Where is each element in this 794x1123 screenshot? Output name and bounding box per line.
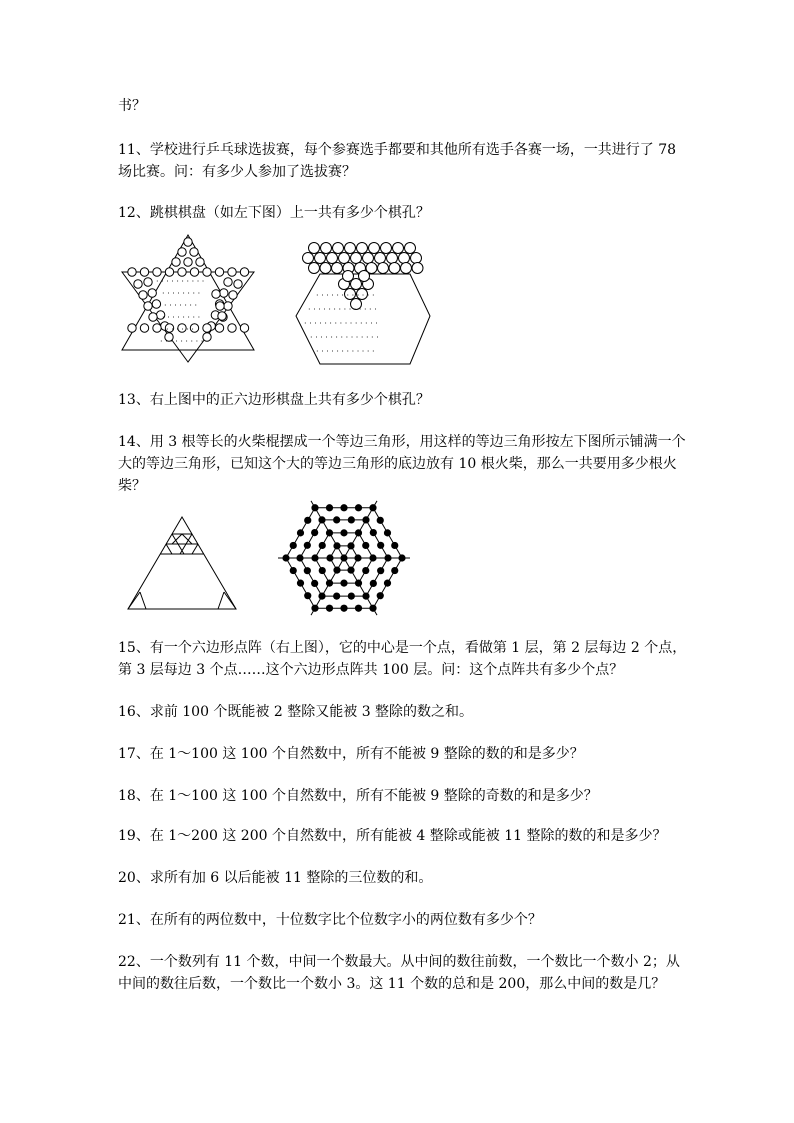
- lattice-dot: [326, 504, 333, 511]
- line-14: 19、在 1～200 这 200 个自然数中，所有能被 4 整除或能被 11 整除的数的和是多少？: [118, 828, 667, 844]
- hole: [149, 313, 157, 321]
- line-16: 21、在所有的两位数中，十位数字比个位数字小的两位数有多少个？: [118, 912, 542, 928]
- star-board-figure: [118, 232, 258, 367]
- hole: [229, 291, 237, 299]
- hole: [381, 243, 392, 254]
- lattice-dot: [377, 592, 384, 599]
- lattice-dot: [340, 529, 347, 536]
- svg-text:· · · · · · · · · · · ·: · · · · · · · · · · · ·: [316, 291, 375, 300]
- triangle-figure: [124, 512, 242, 612]
- lattice-dot: [304, 567, 311, 574]
- lattice-dot: [384, 529, 391, 536]
- svg-text:· · · · · · ·: · · · · · · ·: [164, 301, 198, 310]
- hole: [152, 300, 160, 308]
- lattice-dot: [326, 605, 333, 612]
- lattice-dot: [297, 580, 304, 587]
- lattice-dot: [311, 504, 318, 511]
- svg-text:· · · · · ·: · · · · · ·: [166, 325, 194, 334]
- hole: [351, 253, 362, 264]
- lattice-dot: [348, 593, 355, 600]
- lattice-dot: [391, 567, 398, 574]
- hole: [196, 258, 204, 266]
- lattice-dot: [384, 580, 391, 587]
- svg-text:· · · · · · · · · ·: · · · · · · · · · ·: [156, 277, 205, 286]
- hole: [327, 253, 338, 264]
- lattice-dot: [326, 554, 333, 561]
- hole: [218, 312, 226, 320]
- hole: [178, 268, 186, 276]
- hole: [234, 280, 242, 288]
- hole: [148, 289, 156, 297]
- hole: [153, 324, 161, 332]
- hole: [240, 324, 248, 332]
- hole: [393, 243, 404, 254]
- lattice-dot: [304, 517, 311, 524]
- line-11: 16、求前 100 个既能被 2 整除又能被 3 整除的数之和。: [118, 704, 474, 720]
- lattice-dot: [398, 554, 405, 561]
- lattice-dot: [311, 554, 318, 561]
- hole: [405, 243, 416, 254]
- lattice-dot: [319, 567, 326, 574]
- hole: [215, 324, 223, 332]
- hole: [190, 268, 198, 276]
- line-15: 20、求所有加 6 以后能被 11 整除的三位数的和。: [118, 870, 433, 886]
- lattice-dot: [333, 567, 340, 574]
- line-13: 18、在 1～100 这 100 个自然数中，所有不能被 9 整除的奇数的和是多少？: [118, 788, 598, 804]
- lattice-dot: [318, 516, 325, 523]
- hole: [215, 268, 223, 276]
- hole: [128, 324, 136, 332]
- hex-dots: [304, 291, 379, 356]
- line-2: 11、学校进行乒乓球选拔赛，每个参赛选手都要和其他所有选手各赛一场，一共进行了 78: [118, 142, 677, 158]
- lattice-dot: [304, 542, 311, 549]
- hole: [203, 324, 211, 332]
- lattice-dot: [370, 529, 377, 536]
- lattice-dot: [355, 580, 362, 587]
- hole: [332, 263, 343, 274]
- lattice-dot: [377, 542, 384, 549]
- lattice-dot: [311, 605, 318, 612]
- svg-text:· · · · · · · · · · · · · · ·: · · · · · · · · · · · · · · ·: [304, 319, 378, 328]
- hole: [128, 268, 136, 276]
- triangle-inner-lines: [128, 534, 236, 609]
- hole: [357, 243, 368, 254]
- hole: [315, 253, 326, 264]
- hex-lattice-figure: [276, 498, 412, 618]
- lattice-dot: [347, 542, 354, 549]
- lattice-dot: [296, 554, 303, 561]
- lattice-dot: [304, 592, 311, 599]
- lattice-dot: [348, 516, 355, 523]
- lattice-dot: [340, 605, 347, 612]
- hole: [165, 268, 173, 276]
- lattice-dot: [340, 580, 347, 587]
- hole: [144, 278, 152, 286]
- lattice-dot: [319, 542, 326, 549]
- hole: [387, 253, 398, 264]
- line-8: 柴？: [118, 478, 146, 494]
- hole: [212, 290, 220, 298]
- lattice-dot: [362, 542, 369, 549]
- lattice-dot: [282, 554, 289, 561]
- lattice-dot: [377, 567, 384, 574]
- hole: [401, 263, 412, 274]
- lattice-dot: [354, 554, 361, 561]
- line-4: 12、跳棋棋盘（如左下图）上一共有多少个棋孔？: [118, 205, 430, 221]
- hole: [321, 243, 332, 254]
- svg-text:· · · · · · · · ·: · · · · · · · · ·: [160, 337, 204, 346]
- line-18: 中间的数往后数，一个数比一个数小 3。这 11 个数的总和是 200，那么中间的数是几？: [118, 976, 666, 992]
- hole: [375, 253, 386, 264]
- hole: [363, 253, 374, 264]
- hole: [411, 253, 422, 264]
- hole: [172, 258, 180, 266]
- hole: [343, 271, 354, 282]
- hole: [345, 243, 356, 254]
- line-17: 22、一个数列有 11 个数，中间一个数最大。从中间的数往前数，一个数比一个数小 2；从: [118, 954, 680, 970]
- hole: [178, 248, 186, 256]
- svg-text:· · · · · · · ·: · · · · · · · ·: [162, 289, 201, 298]
- hole: [190, 248, 198, 256]
- lattice-dot: [362, 516, 369, 523]
- lattice-dot: [355, 504, 362, 511]
- hole: [134, 280, 142, 288]
- hole: [139, 291, 147, 299]
- hole: [228, 324, 236, 332]
- triangle-outline: [128, 517, 236, 609]
- lattice-dot: [318, 593, 325, 600]
- hole: [228, 268, 236, 276]
- svg-text:· · · · · · · · · · · · · ·: · · · · · · · · · · · · · ·: [310, 333, 379, 342]
- lattice-dot: [355, 605, 362, 612]
- hole: [303, 253, 314, 264]
- hole: [184, 238, 192, 246]
- lattice-dot: [370, 580, 377, 587]
- hole: [309, 263, 320, 274]
- line-10: 第 3 层每边 3 个点……这个六边形点阵共 100 层。问：这个点阵共有多少个点？: [118, 662, 624, 678]
- lattice-dot: [326, 580, 333, 587]
- lattice-dot: [290, 542, 297, 549]
- hole: [378, 263, 389, 274]
- line-7: 大的等边三角形，已知这个大的等边三角形的底边放有 10 根火柴，那么一共要用多少根火: [118, 456, 677, 472]
- hole: [240, 268, 248, 276]
- hole: [320, 263, 331, 274]
- hole: [339, 253, 350, 264]
- hole: [140, 268, 148, 276]
- line-12: 17、在 1～100 这 100 个自然数中，所有不能被 9 整除的数的和是多少？: [118, 746, 584, 762]
- hole: [333, 243, 344, 254]
- lattice-dot: [369, 554, 376, 561]
- hole: [220, 289, 228, 297]
- lattice-dot: [384, 554, 391, 561]
- hole: [412, 263, 423, 274]
- hole: [184, 258, 192, 266]
- line-9: 15、有一个六边形点阵（右上图），它的中心是一个点，看做第 1 层，第 2 层每边 2 个点，: [118, 640, 687, 656]
- lattice-dot: [333, 516, 340, 523]
- lattice-dot: [355, 529, 362, 536]
- hole: [399, 253, 410, 264]
- lattice-dot: [362, 567, 369, 574]
- hole: [389, 263, 400, 274]
- lattice-dot: [333, 542, 340, 549]
- hole: [359, 271, 370, 282]
- line-5: 13、右上图中的正六边形棋盘上共有多少个棋孔？: [118, 392, 430, 408]
- lattice-dot: [340, 554, 347, 561]
- line-3: 场比赛。问：有多少人参加了选拔赛？: [118, 164, 356, 180]
- hole: [140, 324, 148, 332]
- svg-text:· · · · · · · · · · · · · ·: · · · · · · · · · · · · · ·: [308, 305, 377, 314]
- lattice-dot: [326, 529, 333, 536]
- hole: [153, 268, 161, 276]
- lattice-dot: [311, 580, 318, 587]
- lattice-dot: [297, 529, 304, 536]
- hex-board-figure: [290, 238, 440, 368]
- hole: [309, 243, 320, 254]
- lattice-dot: [340, 504, 347, 511]
- lattice-dot: [362, 593, 369, 600]
- lattice-dot: [369, 504, 376, 511]
- line-1: 书？: [118, 98, 146, 114]
- lattice-dot: [333, 593, 340, 600]
- lattice-dot: [311, 529, 318, 536]
- lattice-dot: [347, 567, 354, 574]
- lattice-dot: [377, 517, 384, 524]
- svg-text:· · · · · · · ·: · · · · · · · ·: [162, 313, 201, 322]
- lattice-dot: [290, 567, 297, 574]
- hole: [216, 302, 224, 310]
- hole: [203, 333, 211, 341]
- hole: [144, 302, 152, 310]
- hole: [369, 243, 380, 254]
- hole: [224, 302, 232, 310]
- lattice-dot: [391, 542, 398, 549]
- line-6: 14、用 3 根等长的火柴棍摆成一个等边三角形，用这样的等边三角形按左下图所示铺满一个: [118, 434, 686, 450]
- hole: [224, 278, 232, 286]
- lattice-dot: [369, 605, 376, 612]
- svg-text:· · · · · · · · · · · ·: · · · · · · · · · · · ·: [316, 347, 375, 356]
- hole: [203, 268, 211, 276]
